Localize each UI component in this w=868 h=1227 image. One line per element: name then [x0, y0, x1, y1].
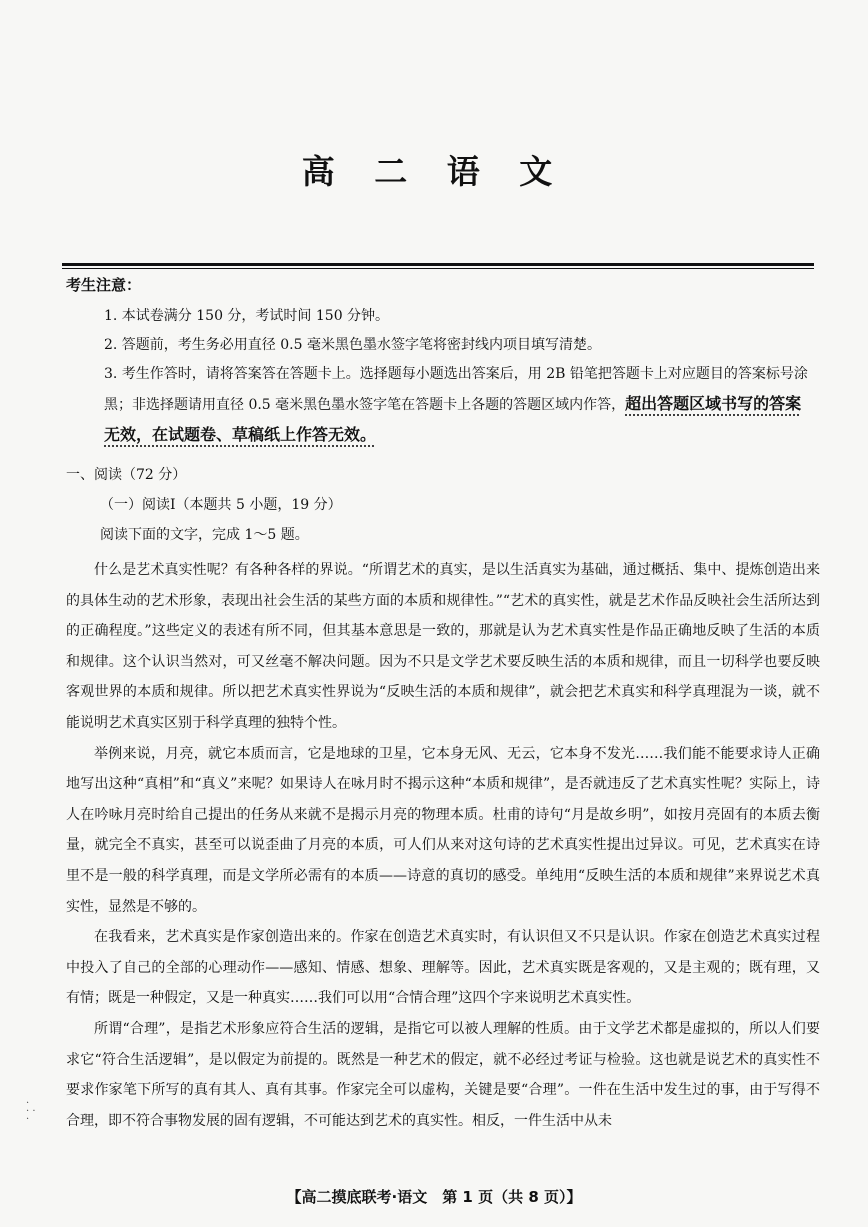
notice-list: [104, 302, 816, 451]
reading-passage: [66, 555, 820, 1136]
header-rule-thick: [62, 263, 814, 266]
notice-item-3-text: 3. 考生作答时，请将答案答在答题卡上。选择题每小题选出答案后，用 2B 铅笔把答题卡上对应题目的答案标号涂黑；非选择题请用直径 0.5 毫米黑色墨水签字笔在答题卡上各题的答题区域内作答，: [104, 366, 808, 413]
notice-emphasis: 超出答题区域书写的答案无效，在试题卷、草稿纸上作答无效。: [104, 394, 802, 444]
section-instruction: 阅读下面的文字，完成 1～5 题。: [100, 527, 309, 543]
page-title: 高 二 语 文: [301, 152, 567, 191]
passage-paragraph-2: 举例来说，月亮，就它本质而言，它是地球的卫星，它本身无风、无云，它本身不发光……我们能不能要求诗人正确地写出这种“真相”和“真义”来呢？如果诗人在咏月时不揭示这种“本质和规律”，是否就违反了艺术真实性呢？实际上，诗人在吟咏月亮时给自己提出的任务从来就不是揭示月亮的物理本质。杜甫的诗句“月是故乡明”，如按月亮固有的本质去衡量，就完全不真实，甚至可以说歪曲了月亮的本质，可人们从来对这句诗的艺术真实性提出过异议。可见，艺术真实在诗里不是一般的科学真理，而是文学所必需有的本质——诗意的真切的感受。单纯用“反映生活的本质和规律”来界说艺术真实性，显然是不够的。: [66, 745, 820, 915]
passage-paragraph-1: 什么是艺术真实性呢？有各种各样的界说。“所谓艺术的真实，是以生活真实为基础，通过概括、集中、提炼创造出来的具体生动的艺术形象，表现出社会生活的某些方面的本质和规律性。”“艺术的真实性，就是艺术作品反映社会生活所达到的正确程度。”这些定义的表述有所不同，但其基本意思是一致的，那就是认为艺术真实性是作品正确地反映了生活的本质和规律。这个认识当然对，可又丝毫不解决问题。因为不只是文学艺术要反映生活的本质和规律，而且一切科学也要反映客观世界的本质和规律。所以把艺术真实性界说为“反映生活的本质和规律”，就会把艺术真实和科学真理混为一谈，就不能说明艺术真实区别于科学真理的独特个性。: [66, 562, 820, 731]
margin-dots: · · · ·: [26, 1098, 36, 1125]
notice-item-1: 1. 本试卷满分 150 分，考试时间 150 分钟。: [104, 308, 390, 324]
section-subheading: （一）阅读Ⅰ（本题共 5 小题，19 分）: [100, 497, 342, 513]
header-rule-thin: [62, 268, 814, 269]
notice-item-2: 2. 答题前，考生务必用直径 0.5 毫米黑色墨水签字笔将密封线内项目填写清楚。: [104, 337, 601, 353]
passage-paragraph-4: 所谓“合理”，是指艺术形象应符合生活的逻辑，是指它可以被人理解的性质。由于文学艺术都是虚拟的，所以人们要求它“符合生活逻辑”，是以假定为前提的。既然是一种艺术的假定，就不必经过考证与检验。这也就是说艺术的真实性不要求作家笔下所写的真有其人、真有其事。作家完全可以虚构，关键是要“合理”。一件在生活中发生过的事，由于写得不合理，即不符合事物发展的固有逻辑，不可能达到艺术的真实性。相反，一件生活中从未: [66, 1020, 820, 1129]
notice-heading: 考生注意：: [66, 276, 142, 294]
section-heading: 一、阅读（72 分）: [66, 467, 187, 483]
passage-paragraph-3: 在我看来，艺术真实是作家创造出来的。作家在创造艺术真实时，有认识但又不只是认识。作家在创造艺术真实过程中投入了自己的全部的心理动作——感知、情感、想象、理解等。因此，艺术真实既是客观的，又是主观的；既有理，又有情；既是一种假定，又是一种真实……我们可以用“合情合理”这四个字来说明艺术真实性。: [66, 929, 820, 1007]
page-footer: 【高二摸底联考·语文 第 1 页（共 8 页）】: [286, 1188, 582, 1206]
notice-item-3: [104, 360, 816, 451]
